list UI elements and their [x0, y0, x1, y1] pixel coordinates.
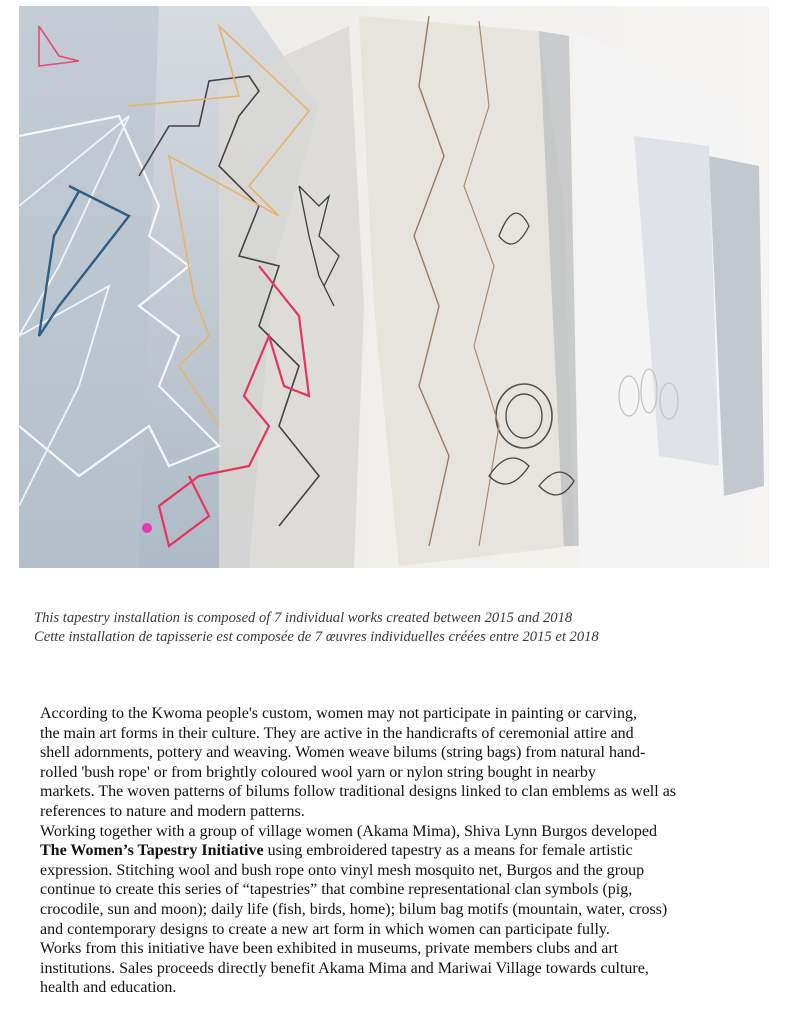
initiative-title: The Women’s Tapestry Initiative [40, 842, 264, 860]
article-body [40, 704, 770, 998]
body-line: Working together with a group of village women (Akama Mima), Shiva Lynn Burgos developed [40, 822, 657, 840]
photo-caption [34, 609, 754, 647]
body-line: Works from this initiative have been exhibited in museums, private members clubs and art [40, 940, 619, 958]
body-line-with-title [40, 841, 770, 861]
body-line: institutions. Sales proceeds directly benefit Akama Mima and Mariwai Village towards culture, [40, 959, 649, 977]
body-line: the main art forms in their culture. They are active in the handicrafts of ceremonial attire and [40, 724, 634, 742]
mesh-panel-second [219, 26, 364, 568]
body-line: continue to create this series of “tapestries” that combine representational clan symbols (pig, [40, 881, 633, 899]
body-line: markets. The woven patterns of bilums follow traditional designs linked to clan emblems as well as [40, 783, 677, 801]
body-line: rolled 'bush rope' or from brightly coloured wool yarn or nylon string bought in nearby [40, 763, 596, 781]
body-line: shell adornments, pottery and weaving. Women weave bilums (string bags) from natural hand- [40, 744, 646, 762]
body-line: health and education. [40, 979, 177, 997]
body-line-rest: using embroidered tapestry as a means for female artistic [263, 842, 633, 860]
body-line: crocodile, sun and moon); daily life (fish, birds, home); bilum bag motifs (mountain, water, cross) [40, 900, 668, 918]
caption-english: This tapestry installation is composed of 7 individual works created between 2015 and 2018 [34, 610, 573, 626]
tapestry-photo [19, 6, 769, 568]
thread-magenta-knot [142, 523, 152, 533]
body-line: and contemporary designs to create a new art form in which women can participate fully. [40, 920, 610, 938]
mesh-panel-left-fold [19, 6, 159, 568]
caption-french: Cette installation de tapisserie est composée de 7 œuvres individuelles créées entre 2015 et 2018 [34, 629, 599, 645]
body-line: expression. Stitching wool and bush rope onto vinyl mesh mosquito net, Burgos and the group [40, 861, 645, 879]
body-line: references to nature and modern patterns. [40, 802, 305, 820]
body-line: According to the Kwoma people's custom, women may not participate in painting or carving, [40, 705, 637, 722]
tapestry-illustration [19, 6, 769, 568]
